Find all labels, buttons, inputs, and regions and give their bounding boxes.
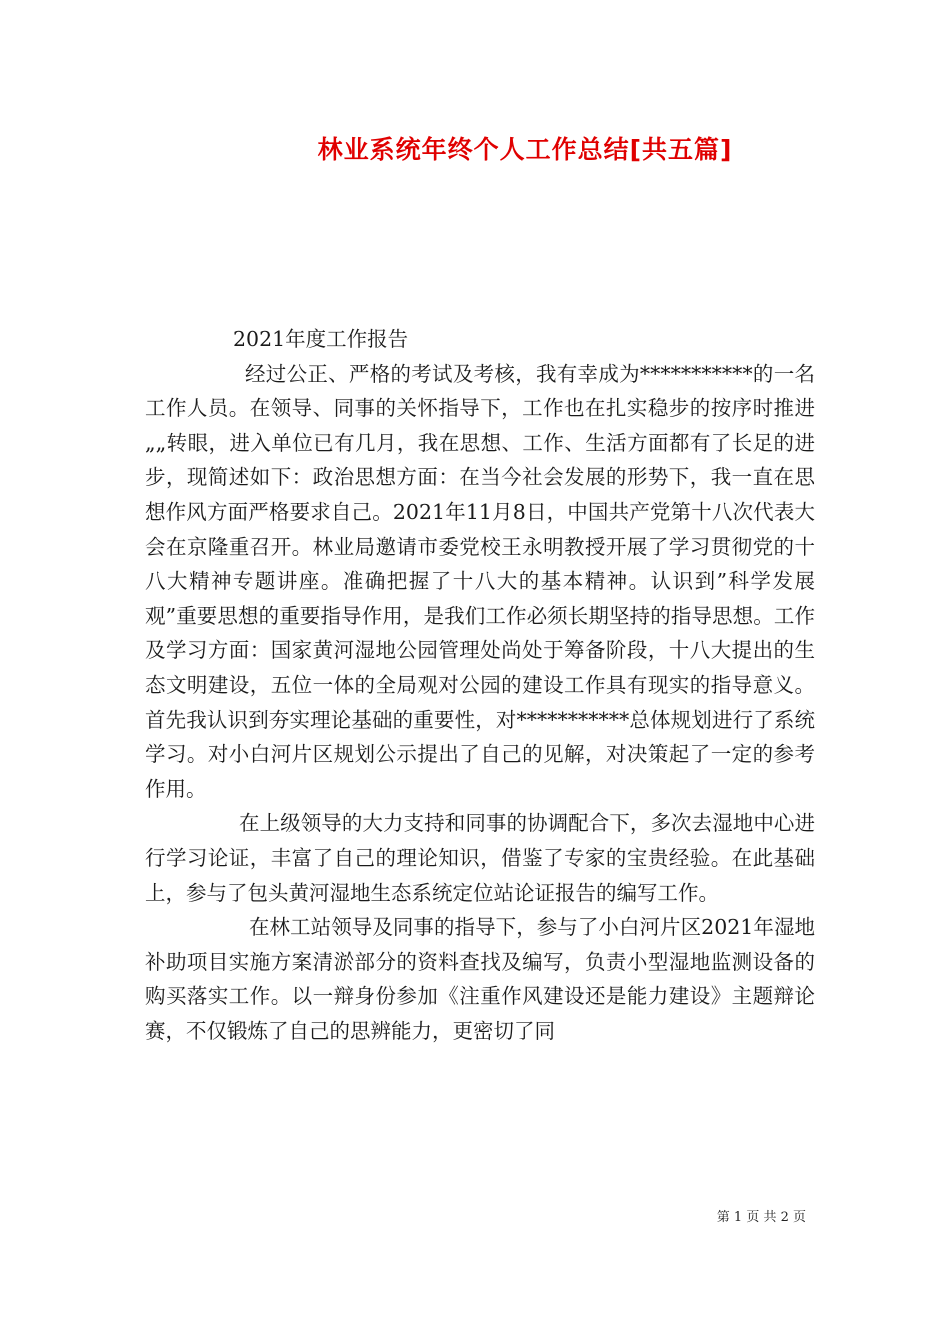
body-paragraph-2: 在上级领导的大力支持和同事的协调配合下，多次去湿地中心进行学习论证，丰富了自己的理论知识，借鉴了专家的宝贵经验。在此基础上，参与了包头黄河湿地生态系统定位站论证报告的编写工作。: [145, 811, 815, 905]
body-paragraph-3: 在林工站领导及同事的指导下，参与了小白河片区2021年湿地补助项目实施方案清淤部分的资料查找及编写，负责小型湿地监测设备的购买落实工作。以一辩身份参加《注重作风建设还是能力建设》主题辩论赛，不仅锻炼了自己的思辨能力，更密切了同: [145, 915, 815, 1043]
page-indicator: 第 1 页 共 2 页: [716, 1210, 806, 1225]
document-title: 林业系统年终个人工作总结[共五篇]: [317, 135, 733, 164]
document-body: [145, 322, 815, 1048]
body-paragraph-1: 经过公正、严格的考试及考核，我有幸成为***********的一名工作人员。在领导、同事的关怀指导下，工作也在扎实稳步的按序时推进„„转眼，进入单位已有几月，我在思想、工作、生活方面都有了长足的进步，现简述如下：政治思想方面：在当今社会发展的形势下，我一直在思想作风方面严格要求自己。2021年11月8日，中国共产党第十八次代表大会在京隆重召开。林业局邀请市委党校王永明教授开展了学习贯彻党的十八大精神专题讲座。准确把握了十八大的基本精神。认识到”科学发展观”重要思想的重要指导作用，是我们工作必须长期坚持的指导思想。工作及学习方面：国家黄河湿地公园管理处尚处于筹备阶段，十八大提出的生态文明建设，五位一体的全局观对公园的建设工作具有现实的指导意义。首先我认识到夯实理论基础的重要性，对***********总体规划进行了系统学习。对小白河片区规划公示提出了自己的见解，对决策起了一定的参考作用。: [145, 361, 815, 801]
report-subheading: 2021年度工作报告: [233, 327, 409, 351]
